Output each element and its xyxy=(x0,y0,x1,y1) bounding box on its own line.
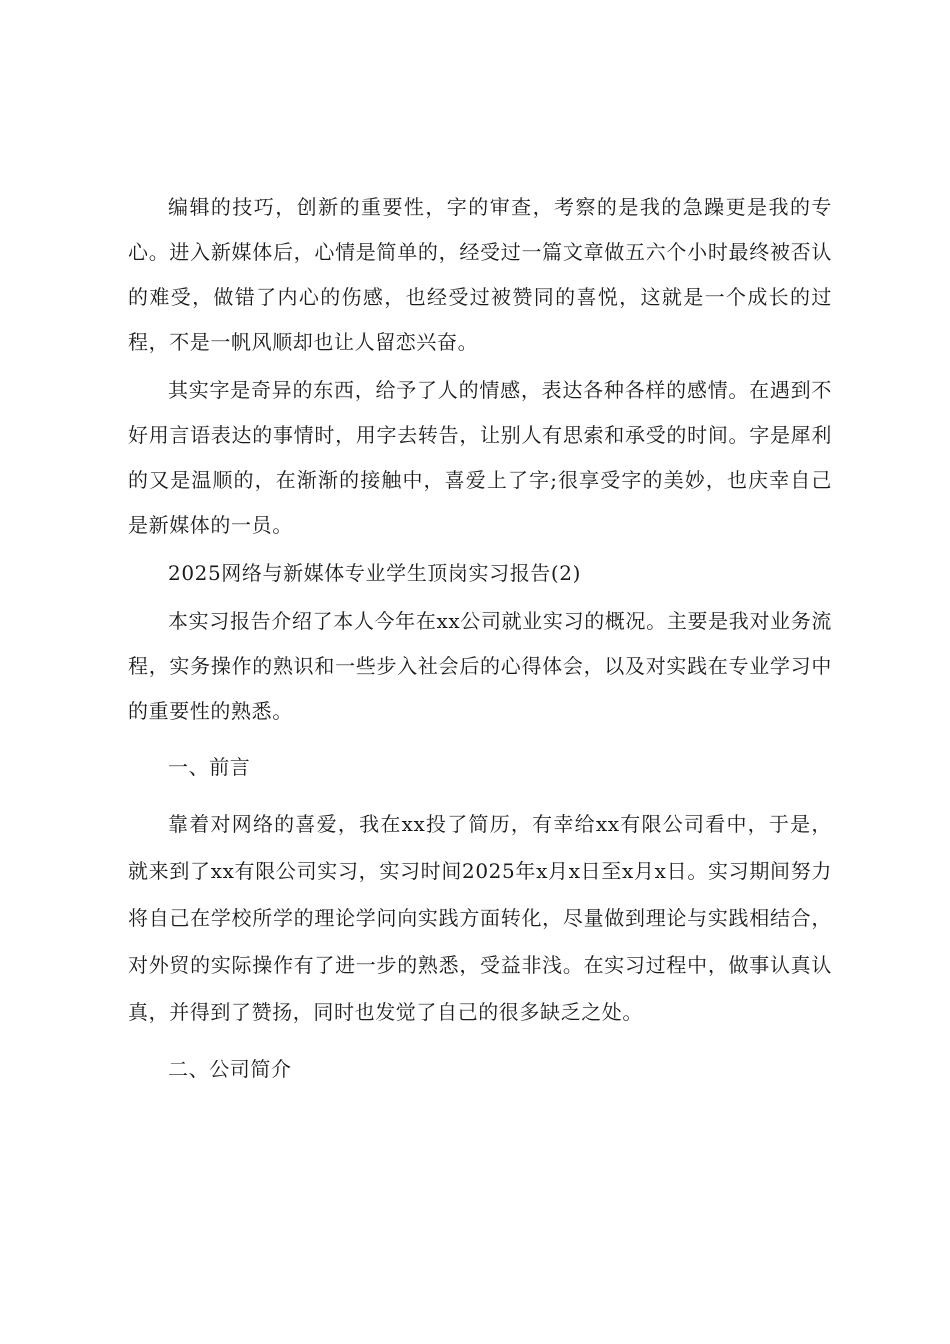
paragraph-preface: 靠着对网络的喜爱，我在xx投了简历，有幸给xx有限公司看中，于是，就来到了xx有限公司实习，实习时间2025年x月x日至x月x日。实习期间努力将自己在学校所学的理论学问向实践方面转化，尽量做到理论与实践相结合，对外贸的实际操作有了进一步的熟悉，受益非浅。在实习过程中，做事认真认真，并得到了赞扬，同时也发觉了自己的很多缺乏之处。 xyxy=(128,812,832,1024)
section-heading-preface: 一、前言 xyxy=(168,755,251,779)
paragraph-words: 其实字是奇异的东西，给予了人的情感，表达各种各样的感情。在遇到不好用言语表达的事情时，用字去转告，让别人有思索和承受的时间。字是犀利的又是温顺的，在渐渐的接触中，喜爱上了字;很享受字的美妙，也庆幸自己是新媒体的一员。 xyxy=(128,378,832,537)
document-body xyxy=(128,185,832,1092)
paragraph-editing-skills: 编辑的技巧，创新的重要性，字的审查，考察的是我的急躁更是我的专心。进入新媒体后，心情是简单的，经受过一篇文章做五六个小时最终被否认的难受，做错了内心的伤感，也经受过被赞同的喜悦，这就是一个成长的过程，不是一帆风顺却也让人留恋兴奋。 xyxy=(128,195,832,354)
section-heading-company-profile: 二、公司简介 xyxy=(168,1057,292,1081)
paragraph-report-intro: 本实习报告介绍了本人今年在xx公司就业实习的概况。主要是我对业务流程，实务操作的熟识和一些步入社会后的心得体会，以及对实践在专业学习中的重要性的熟悉。 xyxy=(128,609,832,723)
report-title: 2025网络与新媒体专业学生顶岗实习报告(2) xyxy=(168,561,582,585)
